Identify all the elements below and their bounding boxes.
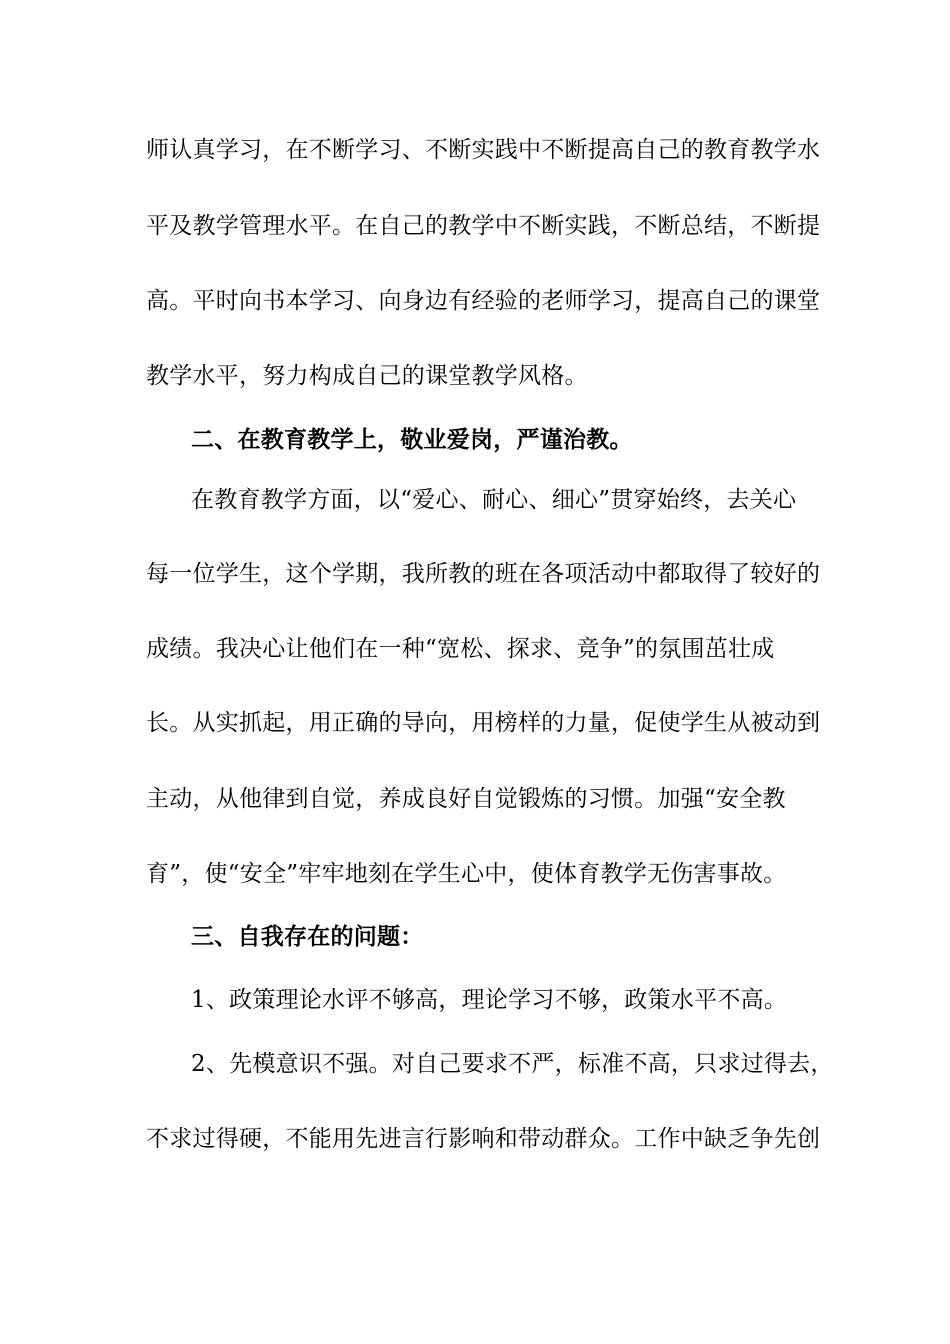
paragraph-line: 在教育教学方面，以“爱心、耐心、细心”贯穿始终，去关心 — [191, 487, 797, 513]
section-heading: 二、在教育教学上，敬业爱岗，严谨治教。 — [191, 426, 633, 453]
paragraph-line: 师认真学习，在不断学习、不断实践中不断提高自己的教育教学水 — [146, 137, 821, 163]
paragraph-line: 教学水平，努力构成自己的课堂教学风格。 — [146, 363, 588, 389]
paragraph-line: 成绩。我决心让他们在一种“宽松、探求、竞争”的氛围茁壮成 — [146, 636, 775, 662]
paragraph-line: 主动，从他律到自觉，养成良好自觉锻炼的习惯。加强“安全教 — [146, 786, 786, 812]
paragraph-line: 平及教学管理水平。在自己的教学中不断实践，不断总结，不断提 — [146, 213, 821, 239]
paragraph-line: 每一位学生，这个学期，我所教的班在各项活动中都取得了较好的 — [146, 561, 821, 587]
list-item: 1、政策理论水评不够高，理论学习不够，政策水平不高。 — [191, 987, 788, 1013]
paragraph-line: 高。平时向书本学习、向身边有经验的老师学习，提高自己的课堂 — [146, 288, 821, 314]
list-item: 2、先模意识不强。对自己要求不严，标准不高，只求过得去， — [191, 1051, 834, 1077]
paragraph-line: 长。从实抓起，用正确的导向，用榜样的力量，促使学生从被动到 — [146, 710, 821, 736]
paragraph-line: 不求过得硬，不能用先进言行影响和带动群众。工作中缺乏争先创 — [146, 1126, 821, 1152]
paragraph-line: 育”，使“安全”牢牢地刻在学生心中，使体育教学无伤害事故。 — [146, 861, 787, 887]
section-heading: 三、自我存在的问题： — [191, 923, 424, 950]
